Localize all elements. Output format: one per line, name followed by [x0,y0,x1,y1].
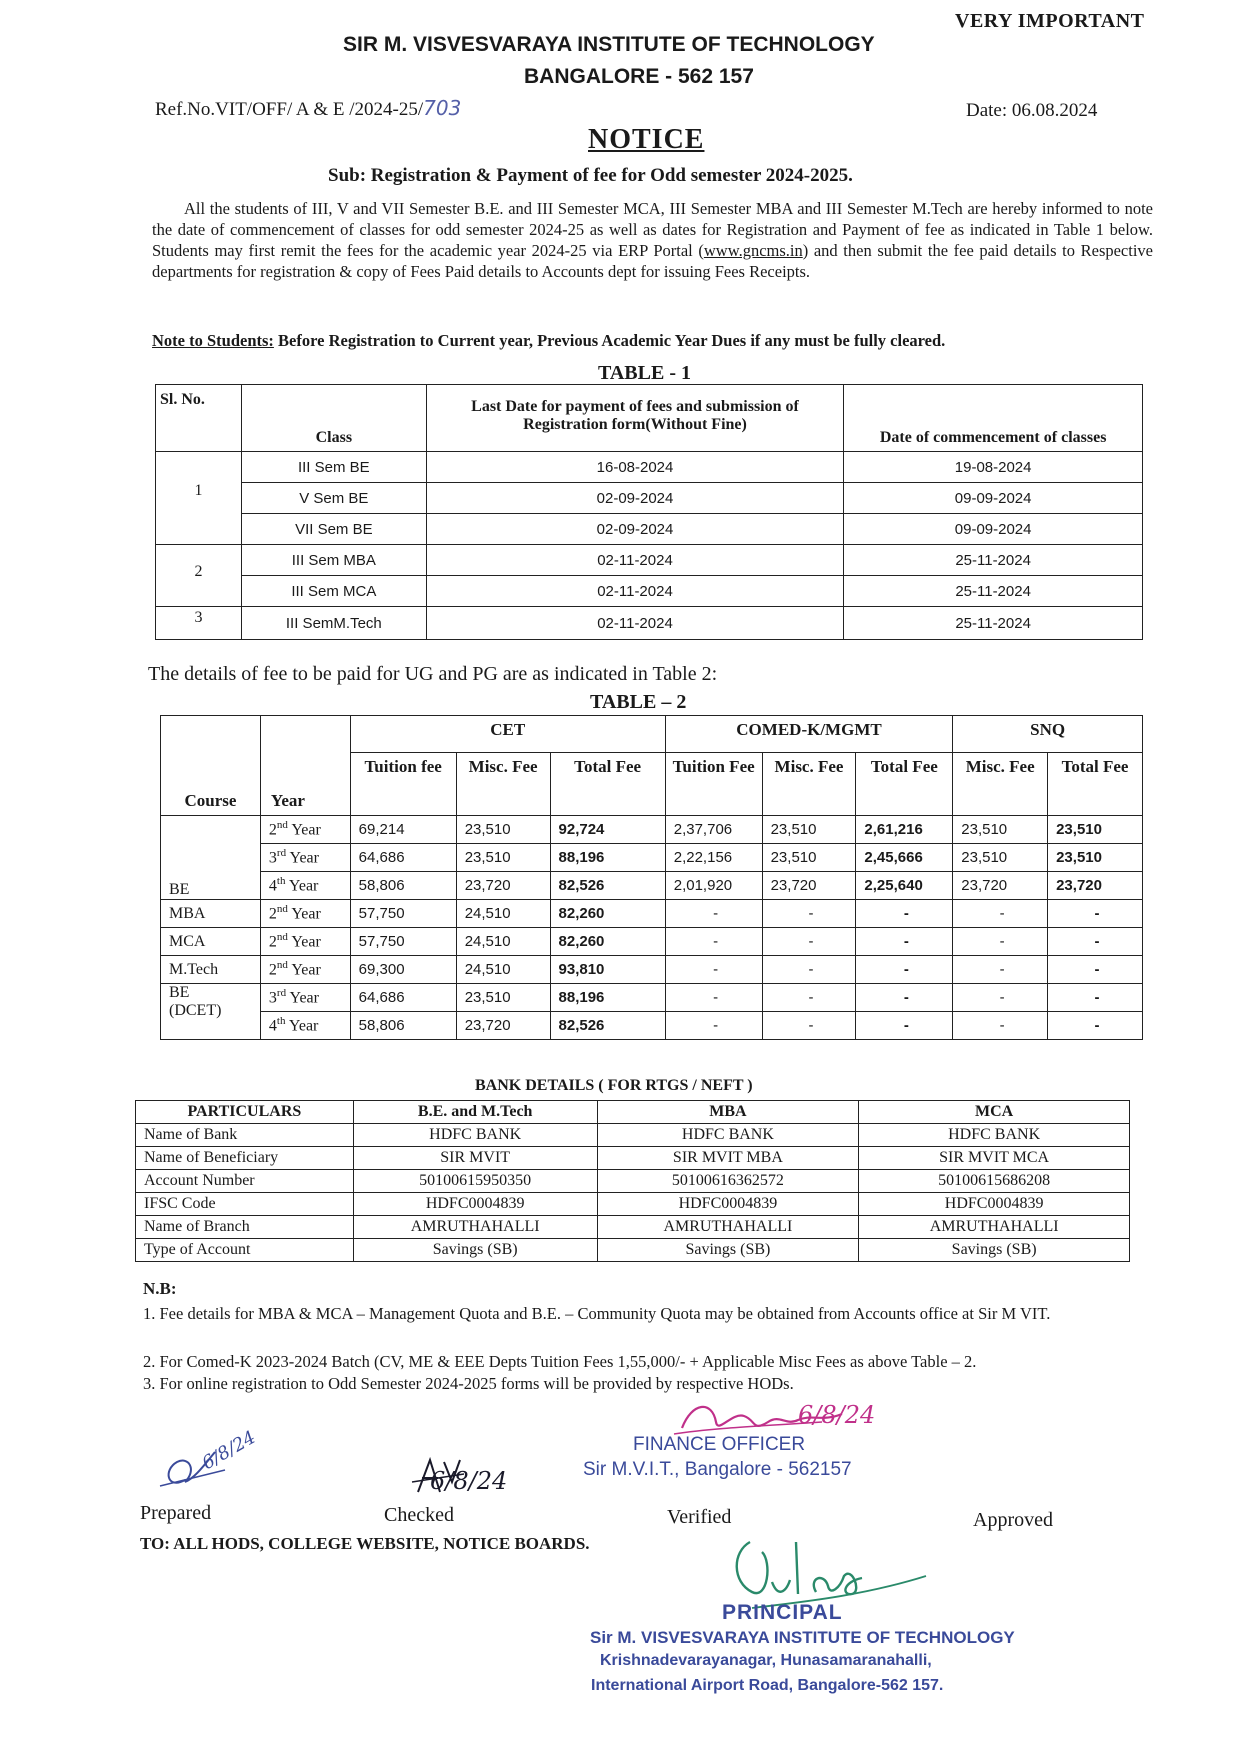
year-cell [260,900,350,928]
note-to-students [152,331,945,351]
cet-total-cell: 88,196 [550,844,665,872]
com-total-cell: 2,25,640 [856,872,953,900]
nb-item-2: 2. For Comed-K 2023-2024 Batch (CV, ME & EEE Depts Tuition Fees 1,55,000/- + Applicable Misc Fees as above Table – 2. [143,1352,977,1371]
snq-total-cell: - [1048,956,1143,984]
year-cell [260,1012,350,1040]
com-t-cell: - [665,984,762,1012]
principal-address-1: Krishnadevarayanagar, Hunasamaranahalli, [600,1652,932,1669]
note-label: Note to Students: [152,331,274,350]
year-word: Year [289,849,319,867]
year-word: Year [289,989,319,1007]
notice-body-text-2: ) and then submit the fee paid details to Respective departments for registration & copy of Fees Paid details to Accounts dept for issuing Fees Receipts. [152,241,1153,281]
com-m-cell: 23,720 [762,872,856,900]
com-t-cell: - [665,1012,762,1040]
institute-name: SIR M. VISVESVARAYA INSTITUTE OF TECHNOLOGY [343,33,875,56]
year-cell [260,816,350,844]
principal-address-2: International Airport Road, Bangalore-562 157. [591,1677,944,1694]
reference-prefix: Ref.No.VIT/OFF/ A & E /2024-25/ [155,99,424,120]
bank-value-cell: 50100615950350 [353,1170,597,1193]
table-row [136,1193,1130,1216]
year-number: 2 [268,821,277,839]
course-label: M.Tech [169,960,219,978]
verified-label: Verified [667,1506,732,1528]
year-cell [260,956,350,984]
com-t-cell: - [665,956,762,984]
bank-value-cell: 50100616362572 [597,1170,859,1193]
year-number: 2 [268,933,277,951]
com-total-cell: - [856,1012,953,1040]
principal-institute: Sir M. VISVESVARAYA INSTITUTE OF TECHNOLOGY [590,1628,1015,1647]
com-total-cell: - [856,956,953,984]
year-word: Year [291,821,321,839]
registration-dates-table [155,384,1143,640]
snq-total-cell: 23,720 [1048,872,1143,900]
cet-t-cell: 64,686 [350,844,456,872]
year-word: Year [288,1017,319,1035]
cet-m-cell: 24,510 [456,928,550,956]
snq-m-cell: - [953,1012,1048,1040]
snq-m-cell: - [953,928,1048,956]
table-row [136,1147,1130,1170]
com-total-cell: - [856,984,953,1012]
bank-header-row [136,1101,1130,1124]
cet-m-cell: 24,510 [456,900,550,928]
sl-no-cell: 1 [156,452,242,545]
header-comedk-misc: Misc. Fee [762,753,856,816]
year-suffix: th [276,1015,286,1028]
cet-total-cell: 82,526 [550,1012,665,1040]
year-suffix: nd [276,819,288,832]
course-cell [161,900,261,928]
start-date-cell: 19-08-2024 [844,452,1143,483]
cet-t-cell: 69,300 [350,956,456,984]
table-row [136,1124,1130,1147]
particular-label: Account Number [136,1170,354,1193]
last-date-cell: 16-08-2024 [426,452,844,483]
table-row [161,900,1143,928]
table-row [161,844,1143,872]
table1-header-row [156,385,1143,452]
year-suffix: rd [276,987,287,1000]
cet-m-cell: 23,510 [456,984,550,1012]
course-label: MBA [169,904,206,922]
year-cell [260,984,350,1012]
year-number: 3 [268,849,277,867]
year-suffix: th [276,875,286,888]
header-be-mtech: B.E. and M.Tech [353,1101,597,1124]
snq-total-cell: - [1048,928,1143,956]
year-word: Year [291,905,321,923]
start-date-cell: 09-09-2024 [844,514,1143,545]
snq-total-cell: 23,510 [1048,816,1143,844]
com-m-cell: - [762,928,856,956]
com-m-cell: - [762,984,856,1012]
notice-subject: Sub: Registration & Payment of fee for Odd semester 2024-2025. [328,165,853,186]
course-label: BE [169,881,190,898]
table-row [156,452,1143,483]
com-total-cell: - [856,928,953,956]
cet-m-cell: 23,720 [456,1012,550,1040]
prepared-sign-date: 6/8/24 [198,1426,260,1475]
com-m-cell: - [762,956,856,984]
class-cell: III Sem MBA [241,545,426,576]
course-label: MCA [169,932,206,950]
last-date-cell: 02-09-2024 [426,483,844,514]
checked-sign-date: 6/8/24 [430,1467,508,1495]
snq-m-cell: 23,510 [953,816,1048,844]
table-row [161,816,1143,844]
class-cell: III SemM.Tech [241,607,426,640]
particular-label: Name of Branch [136,1216,354,1239]
nb-label: N.B: [143,1279,177,1298]
cet-m-cell: 23,510 [456,844,550,872]
header-comedk: COMED-K/MGMT [665,716,953,753]
header-comedk-tuition: Tuition Fee [665,753,762,816]
table2-group-header-row [161,716,1143,753]
year-suffix: rd [276,847,287,860]
year-suffix: nd [276,903,288,916]
last-date-cell: 02-11-2024 [426,545,844,576]
bank-details-caption: BANK DETAILS ( FOR RTGS / NEFT ) [475,1077,753,1094]
cet-total-cell: 88,196 [550,984,665,1012]
header-year: Year [260,716,350,816]
snq-m-cell: - [953,956,1048,984]
class-cell: III Sem BE [241,452,426,483]
course-cell [161,956,261,984]
nb-item-1: 1. Fee details for MBA & MCA – Management Quota and B.E. – Community Quota may be obtained from Accounts office at Sir M VIT. [143,1304,1051,1323]
cet-t-cell: 57,750 [350,928,456,956]
cet-t-cell: 69,214 [350,816,456,844]
cet-m-cell: 23,720 [456,872,550,900]
header-last-date: Last Date for payment of fees and submission of Registration form(Without Fine) [426,385,844,452]
table-row [136,1239,1130,1262]
com-m-cell: 23,510 [762,844,856,872]
class-cell: VII Sem BE [241,514,426,545]
class-cell: V Sem BE [241,483,426,514]
last-date-cell: 02-11-2024 [426,576,844,607]
table-row [136,1170,1130,1193]
snq-m-cell: - [953,900,1048,928]
bank-value-cell: Savings (SB) [597,1239,859,1262]
snq-m-cell: 23,720 [953,872,1048,900]
cet-t-cell: 57,750 [350,900,456,928]
bank-value-cell: AMRUTHAHALLI [353,1216,597,1239]
header-course: Course [161,716,261,816]
year-cell [260,844,350,872]
year-number: 3 [268,989,277,1007]
bank-value-cell: HDFC0004839 [859,1193,1130,1216]
cet-total-cell: 82,260 [550,900,665,928]
bank-value-cell: HDFC BANK [353,1124,597,1147]
year-cell [260,872,350,900]
erp-portal-link[interactable]: www.gncms.in [703,241,803,260]
cet-total-cell: 93,810 [550,956,665,984]
year-number: 2 [268,961,277,979]
bank-value-cell: SIR MVIT [353,1147,597,1170]
com-t-cell: 2,22,156 [665,844,762,872]
snq-total-cell: - [1048,900,1143,928]
header-snq-total: Total Fee [1048,753,1143,816]
notice-body-text-1: All the students of III, V and VII Semester B.E. and III Semester MCA, III Semester MBA and III Semester M.Tech are hereby informed to note the date of commencement of classes for odd semester 2024-25 as well as dates for Registration and Payment of fee as indicated in Table 1 below. Students may first remit the fees for the academic year 2024-25 via ERP Portal ( [152,199,1153,260]
table-row [156,483,1143,514]
finance-officer-stamp: FINANCE OFFICER [633,1434,806,1455]
bank-value-cell: HDFC0004839 [597,1193,859,1216]
year-number: 4 [268,877,277,895]
table2-caption: TABLE – 2 [590,691,687,713]
year-suffix: nd [276,931,288,944]
course-label: BE [169,984,190,1001]
bank-value-cell: SIR MVIT MBA [597,1147,859,1170]
bank-value-cell: HDFC BANK [597,1124,859,1147]
class-cell: III Sem MCA [241,576,426,607]
header-cet: CET [350,716,665,753]
header-mba: MBA [597,1101,859,1124]
reference-handwritten: 703 [423,96,462,120]
table-row [156,607,1143,640]
course-label: (DCET) [169,1002,222,1019]
table-row [161,872,1143,900]
reference-number [155,96,461,121]
sl-no-cell: 2 [156,545,242,607]
cet-total-cell: 82,526 [550,872,665,900]
header-particulars: PARTICULARS [136,1101,354,1124]
bank-value-cell: SIR MVIT MCA [859,1147,1130,1170]
table-row [161,928,1143,956]
table-row [156,576,1143,607]
year-word: Year [291,961,321,979]
header-cet-tuition: Tuition fee [350,753,456,816]
com-t-cell: 2,01,920 [665,872,762,900]
particular-label: Type of Account [136,1239,354,1262]
year-suffix: nd [276,959,288,972]
header-class: Class [241,385,426,452]
start-date-cell: 25-11-2024 [844,545,1143,576]
table-row [161,984,1143,1012]
distribution-line: TO: ALL HODS, COLLEGE WEBSITE, NOTICE BOARDS. [140,1534,590,1553]
prepared-label: Prepared [140,1502,212,1524]
bank-value-cell: AMRUTHAHALLI [597,1216,859,1239]
year-number: 4 [268,1017,277,1035]
nb-item-3: 3. For online registration to Odd Semester 2024-2025 forms will be provided by respective HODs. [143,1374,794,1393]
course-cell [161,816,261,900]
table-row [136,1216,1130,1239]
last-date-cell: 02-11-2024 [426,607,844,640]
finance-officer-address: Sir M.V.I.T., Bangalore - 562157 [583,1459,852,1480]
com-m-cell: - [762,900,856,928]
com-t-cell: - [665,900,762,928]
sl-no-cell: 3 [156,607,242,640]
course-cell [161,928,261,956]
particular-label: Name of Beneficiary [136,1147,354,1170]
snq-total-cell: - [1048,1012,1143,1040]
bank-value-cell: Savings (SB) [859,1239,1130,1262]
notice-title: NOTICE [588,124,705,155]
bank-details-table [135,1100,1130,1262]
bank-value-cell: HDFC0004839 [353,1193,597,1216]
year-cell [260,928,350,956]
very-important-label: VERY IMPORTANT [955,10,1145,32]
fee-details-table [160,715,1143,1040]
com-m-cell: 23,510 [762,816,856,844]
course-cell [161,984,261,1040]
header-snq-misc: Misc. Fee [953,753,1048,816]
notice-date: Date: 06.08.2024 [966,100,1098,121]
start-date-cell: 25-11-2024 [844,607,1143,640]
bank-value-cell: HDFC BANK [859,1124,1130,1147]
table-row [156,545,1143,576]
institute-city: BANGALORE - 562 157 [524,65,754,88]
approved-label: Approved [973,1509,1053,1531]
year-word: Year [288,877,319,895]
table-row [161,1012,1143,1040]
finance-sign-date: 6/8/24 [798,1401,876,1429]
cet-t-cell: 58,806 [350,872,456,900]
cet-m-cell: 24,510 [456,956,550,984]
cet-m-cell: 23,510 [456,816,550,844]
com-m-cell: - [762,1012,856,1040]
last-date-cell: 02-09-2024 [426,514,844,545]
com-total-cell: - [856,900,953,928]
snq-m-cell: 23,510 [953,844,1048,872]
header-mca: MCA [859,1101,1130,1124]
year-number: 2 [268,905,277,923]
principal-stamp: PRINCIPAL [722,1601,843,1624]
header-cet-misc: Misc. Fee [456,753,550,816]
bank-value-cell: 50100615686208 [859,1170,1130,1193]
header-comedk-total: Total Fee [856,753,953,816]
header-cet-total: Total Fee [550,753,665,816]
particular-label: Name of Bank [136,1124,354,1147]
start-date-cell: 09-09-2024 [844,483,1143,514]
start-date-cell: 25-11-2024 [844,576,1143,607]
cet-t-cell: 64,686 [350,984,456,1012]
com-t-cell: 2,37,706 [665,816,762,844]
particular-label: IFSC Code [136,1193,354,1216]
com-total-cell: 2,61,216 [856,816,953,844]
table-row [156,514,1143,545]
bank-value-cell: Savings (SB) [353,1239,597,1262]
com-t-cell: - [665,928,762,956]
snq-total-cell: - [1048,984,1143,1012]
header-commencement: Date of commencement of classes [844,385,1143,452]
notice-body [152,198,1153,282]
com-total-cell: 2,45,666 [856,844,953,872]
bank-value-cell: AMRUTHAHALLI [859,1216,1130,1239]
cet-total-cell: 82,260 [550,928,665,956]
checked-label: Checked [384,1504,454,1526]
cet-t-cell: 58,806 [350,1012,456,1040]
year-word: Year [291,933,321,951]
snq-total-cell: 23,510 [1048,844,1143,872]
cet-total-cell: 92,724 [550,816,665,844]
header-snq: SNQ [953,716,1143,753]
note-text: Before Registration to Current year, Previous Academic Year Dues if any must be fully cleared. [273,331,946,350]
header-sl-no: Sl. No. [156,385,242,452]
table1-caption: TABLE - 1 [598,362,691,384]
table-row [161,956,1143,984]
table2-intro: The details of fee to be paid for UG and PG are as indicated in Table 2: [148,663,718,685]
snq-m-cell: - [953,984,1048,1012]
